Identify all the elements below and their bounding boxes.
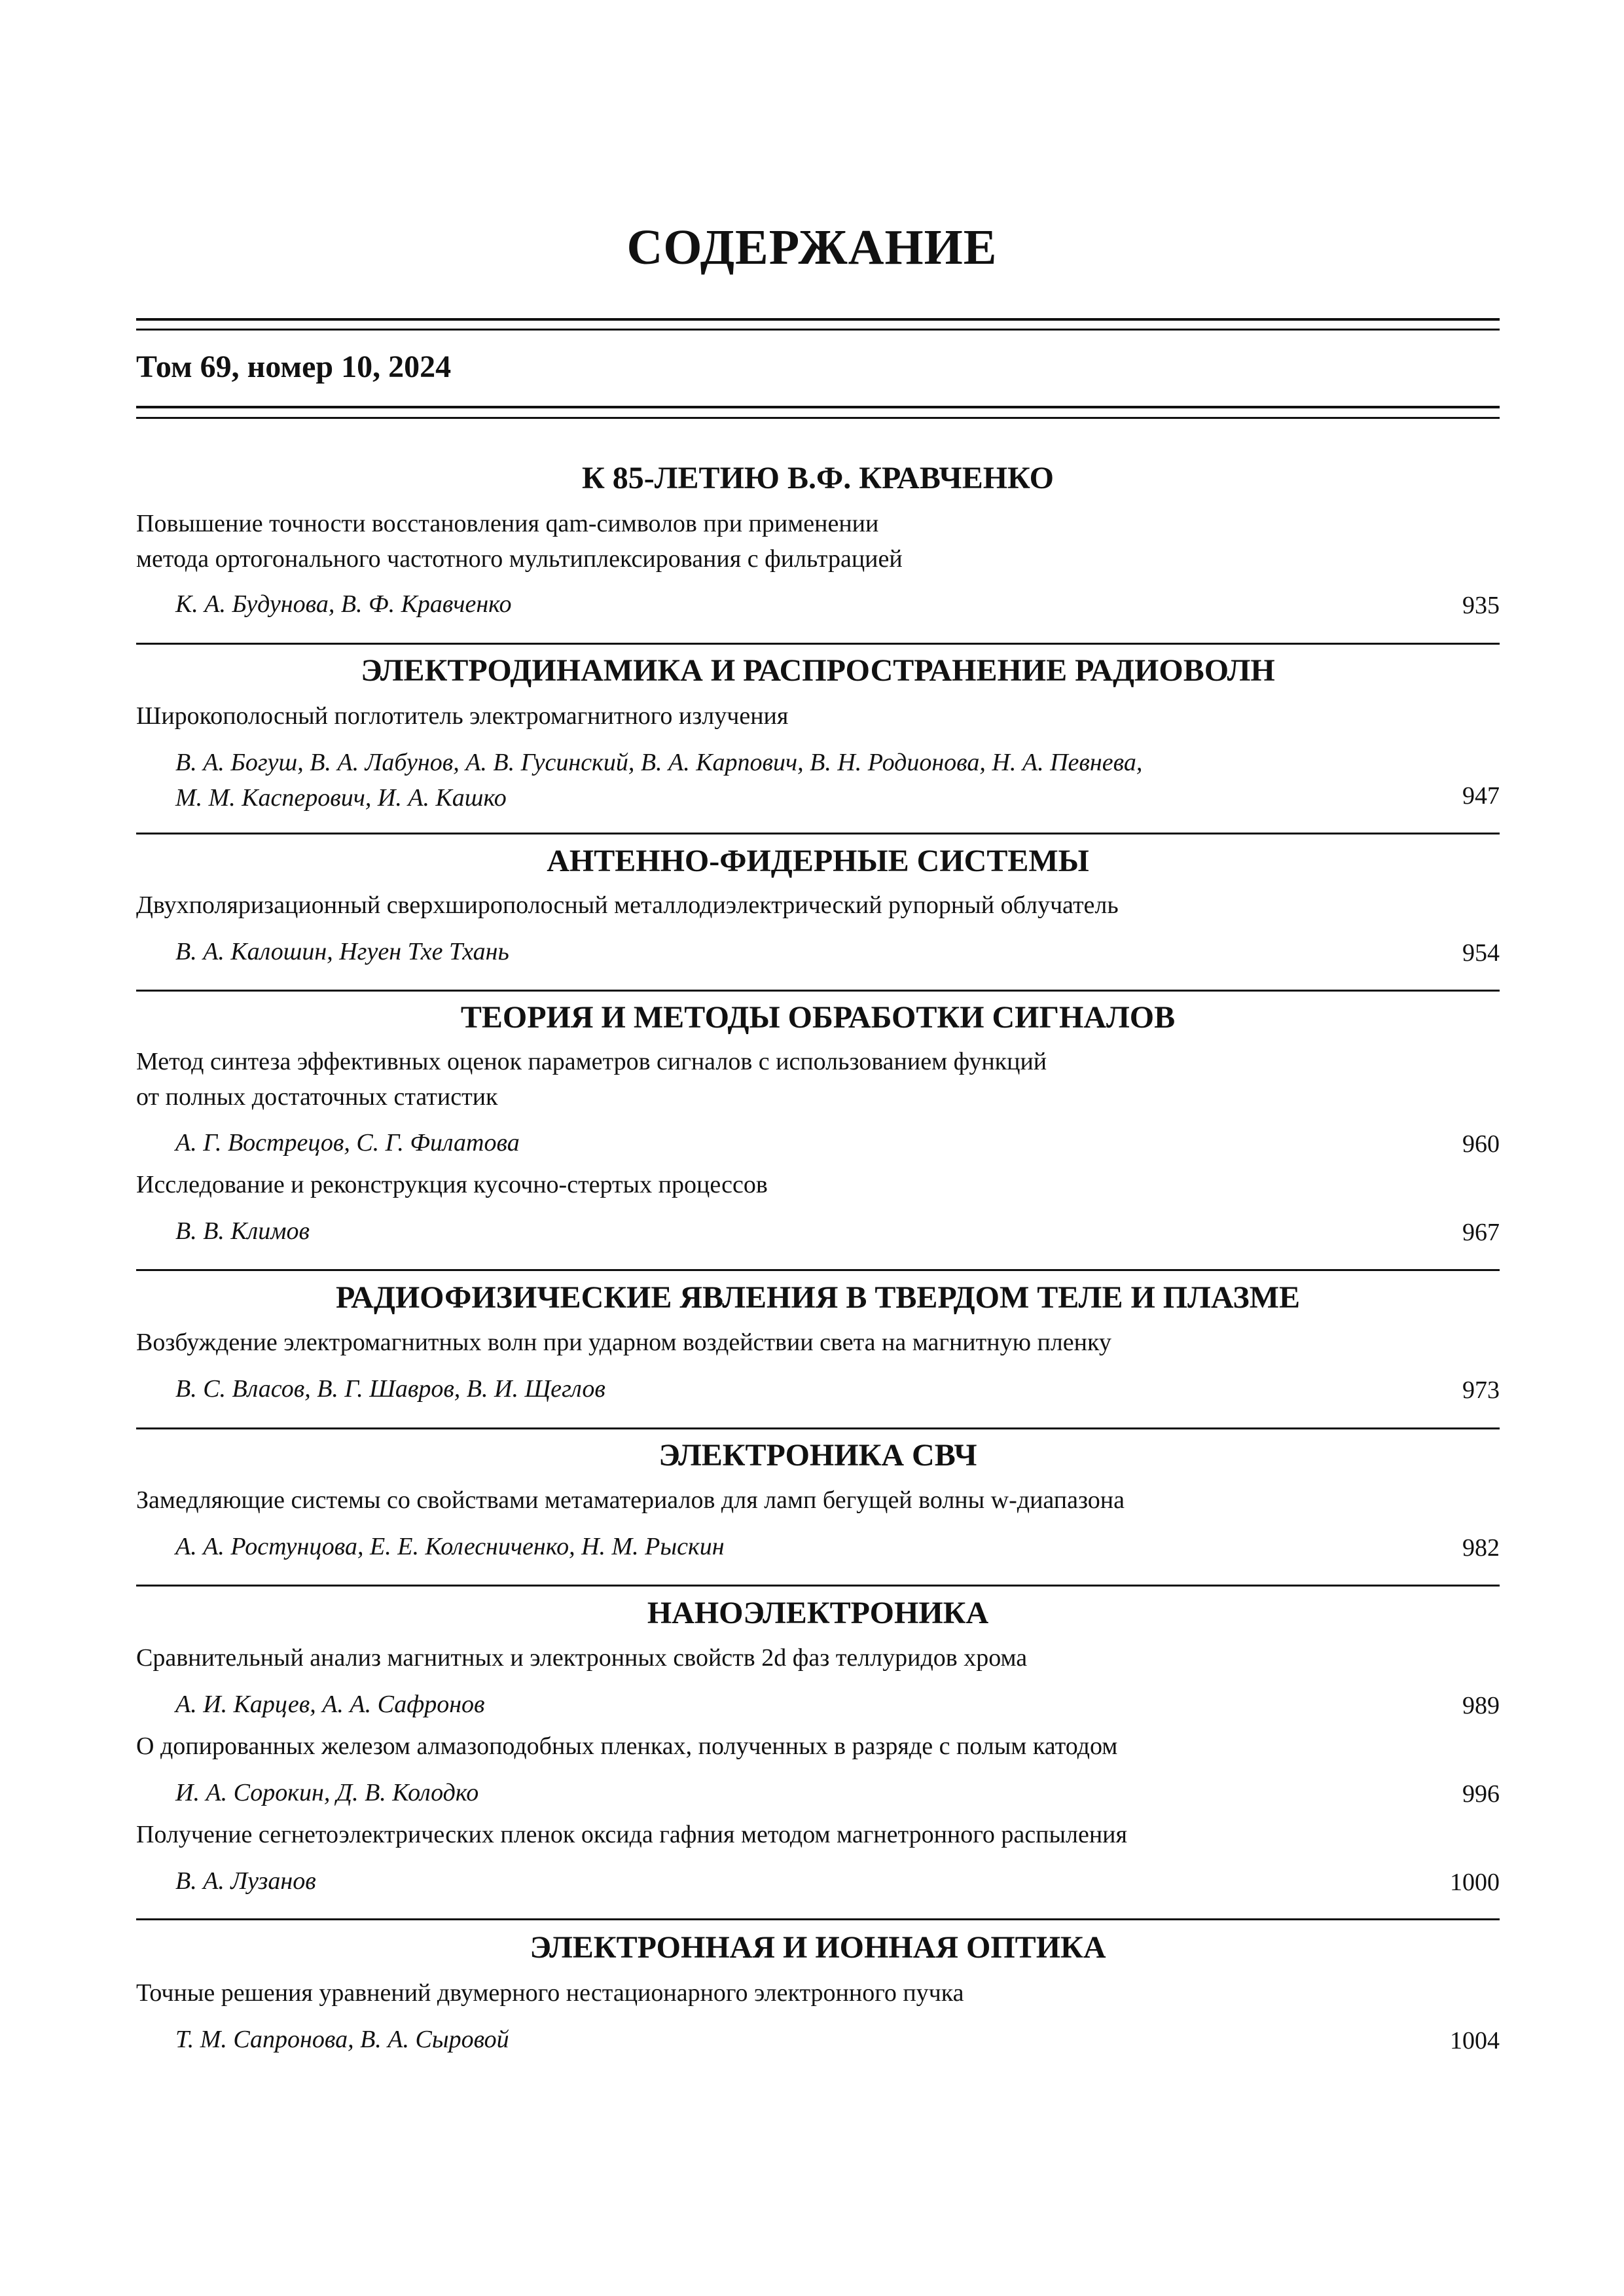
header-rule-bottom bbox=[136, 406, 1500, 408]
article-authors: К. А. Будунова, В. Ф. Кравченко bbox=[175, 590, 512, 618]
article-page-number: 1000 bbox=[1450, 1869, 1500, 1896]
section-heading: РАДИОФИЗИЧЕСКИЕ ЯВЛЕНИЯ В ТВЕРДОМ ТЕЛЕ И ПЛАЗМЕ bbox=[335, 1280, 1301, 1315]
section-divider bbox=[136, 1427, 1500, 1429]
article-title: Широкополосный поглотитель электромагнитного излучения bbox=[136, 702, 789, 730]
section-heading: АНТЕННО-ФИДЕРНЫЕ СИСТЕМЫ bbox=[547, 844, 1089, 878]
section-heading: ЭЛЕКТРОННАЯ И ИОННАЯ ОПТИКА bbox=[530, 1930, 1106, 1965]
volume-info: Том 69, номер 10, 2024 bbox=[136, 350, 452, 384]
article-page-number: 954 bbox=[1462, 939, 1500, 967]
article-title: Двухполяризационный сверхширополосный металлодиэлектрический рупорный облучатель bbox=[136, 891, 1119, 919]
article-authors: В. С. Власов, В. Г. Шавров, В. И. Щеглов bbox=[175, 1375, 605, 1403]
article-title: Точные решения уравнений двумерного нестационарного электронного пучка bbox=[136, 1979, 964, 2007]
section-divider bbox=[136, 990, 1500, 992]
section-divider bbox=[136, 833, 1500, 834]
section-heading: ТЕОРИЯ И МЕТОДЫ ОБРАБОТКИ СИГНАЛОВ bbox=[460, 1000, 1176, 1035]
section-heading: ЭЛЕКТРОНИКА СВЧ bbox=[659, 1438, 977, 1473]
section-divider bbox=[136, 1585, 1500, 1587]
article-title: Сравнительный анализ магнитных и электронных свойств 2d фаз теллуридов хрома bbox=[136, 1644, 1028, 1672]
article-title: Повышение точности восстановления qam-символов при применении метода ортогонального частотного мультиплексирования с фильтрацией bbox=[136, 510, 903, 573]
article-authors: В. В. Климов bbox=[175, 1217, 310, 1245]
article-title: Замедляющие системы со свойствами метаматериалов для ламп бегущей волны w-диапазона bbox=[136, 1486, 1125, 1514]
article-page-number: 967 bbox=[1462, 1219, 1500, 1246]
article-title: Метод синтеза эффективных оценок параметров сигналов с использованием функций от полных достаточных статистик bbox=[136, 1048, 1047, 1111]
article-page-number: 947 bbox=[1462, 782, 1500, 810]
header-rule-top bbox=[136, 318, 1500, 321]
article-authors: В. А. Лузанов bbox=[175, 1867, 316, 1895]
section-divider bbox=[136, 1918, 1500, 1920]
article-authors: А. А. Ростунцова, Е. Е. Колесниченко, Н. М. Рыскин bbox=[175, 1533, 725, 1560]
article-title: Исследование и реконструкция кусочно-стертых процессов bbox=[136, 1171, 768, 1198]
article-page-number: 996 bbox=[1462, 1780, 1500, 1808]
article-page-number: 1004 bbox=[1450, 2027, 1500, 2054]
article-authors: А. Г. Вострецов, С. Г. Филатова bbox=[175, 1129, 520, 1157]
page-title: СОДЕРЖАНИЕ bbox=[626, 220, 998, 275]
article-authors: А. И. Карцев, А. А. Сафронов bbox=[175, 1691, 485, 1718]
article-page-number: 935 bbox=[1462, 592, 1500, 619]
header-rule-top-2 bbox=[136, 329, 1500, 331]
header-rule-bottom-2 bbox=[136, 417, 1500, 419]
section-heading: ЭЛЕКТРОДИНАМИКА И РАСПРОСТРАНЕНИЕ РАДИОВОЛН bbox=[361, 653, 1275, 688]
section-heading: НАНОЭЛЕКТРОНИКА bbox=[647, 1596, 989, 1630]
article-authors: Т. М. Сапронова, В. А. Сыровой bbox=[175, 2026, 509, 2053]
section-divider bbox=[136, 643, 1500, 645]
article-authors: В. А. Калошин, Нгуен Тхе Тхань bbox=[175, 938, 509, 965]
article-page-number: 960 bbox=[1462, 1130, 1500, 1158]
article-title: О допированных железом алмазоподобных пленках, полученных в разряде с полым катодом bbox=[136, 1732, 1118, 1760]
article-title: Получение сегнетоэлектрических пленок оксида гафния методом магнетронного распыления bbox=[136, 1821, 1127, 1848]
article-authors: И. А. Сорокин, Д. В. Колодко bbox=[175, 1779, 479, 1806]
article-authors: В. А. Богуш, В. А. Лабунов, А. В. Гусинский, В. А. Карпович, В. Н. Родионова, Н. А. Певнева, М. М. Касперович, И. А. Кашко bbox=[175, 749, 1143, 812]
article-page-number: 973 bbox=[1462, 1376, 1500, 1404]
article-page-number: 989 bbox=[1462, 1692, 1500, 1719]
section-divider bbox=[136, 1269, 1500, 1271]
article-title: Возбуждение электромагнитных волн при ударном воздействии света на магнитную пленку bbox=[136, 1329, 1111, 1356]
article-page-number: 982 bbox=[1462, 1534, 1500, 1562]
section-heading: К 85-ЛЕТИЮ В.Ф. КРАВЧЕНКО bbox=[581, 461, 1054, 495]
